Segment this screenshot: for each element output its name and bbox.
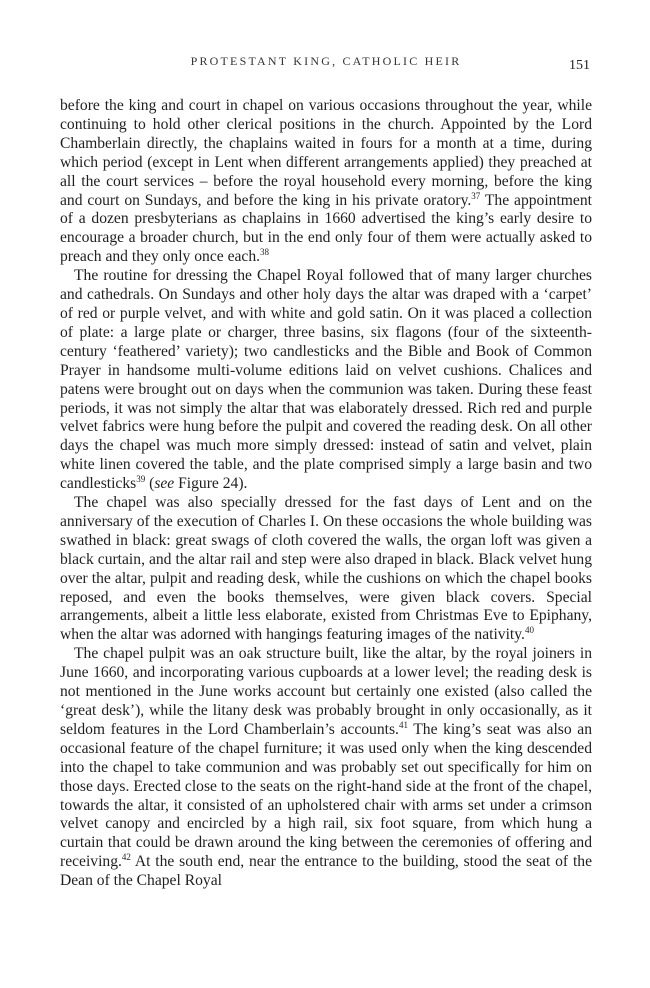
paragraph bbox=[60, 267, 592, 494]
footnote-ref: 38 bbox=[260, 247, 270, 258]
text-run: before the king and court in chapel on various occasions throughout the year, while continuing to hold other clerical positions in the church. Appointed by the Lord Chamberlain directly, the chaplains waited in fours for a month at a time, during which period (except in Lent when different arrangements applied) they preached at all the court services – before the royal household every morning, before the king and court on Sundays, and before the king in his private oratory. bbox=[60, 97, 592, 209]
footnote-ref: 40 bbox=[524, 625, 534, 636]
text-run: The chapel pulpit was an oak structure built, like the altar, by the royal joiners in June 1660, and incorporating various cupboards at a lower level; the reading desk is not mentioned in the June works account but certainly one existed (also called the ‘great desk’), while the litany desk was probably brought in only occasionally, as it seldom features in the Lord Chamberlain’s accounts. bbox=[60, 645, 592, 738]
text-run: The appointment of a dozen presbyterians as chaplains in 1660 advertised the king’s early desire to encourage a broader church, but in the end only four of them were actually asked to preach and they only once each. bbox=[60, 191, 592, 266]
footnote-ref: 42 bbox=[121, 852, 131, 863]
page-number: 151 bbox=[569, 58, 590, 73]
text-run: The chapel was also specially dressed for the fast days of Lent and on the anniversary of the execution of Charles I. On these occasions the whole building was swathed in black: great swags of cloth covered the walls, the organ loft was given a black curtain, and the altar rail and step were also draped in black. Black velvet hung over the altar, pulpit and reading desk, while the cushions on which the chapel books reposed, and even the books themselves, were given black covers. Special arrangements, albeit a little less elaborate, existed from Christmas Eve to Epiphany, when the altar was adorned with hangings featuring images of the nativity. bbox=[60, 494, 592, 644]
paragraph bbox=[60, 494, 592, 645]
body-text bbox=[60, 97, 592, 891]
running-head: PROTESTANT KING, CATHOLIC HEIR bbox=[190, 54, 462, 68]
paragraph bbox=[60, 97, 592, 267]
footnote-ref: 41 bbox=[398, 719, 408, 730]
italic-text: see bbox=[154, 475, 175, 493]
text-run: At the south end, near the entrance to the building, stood the seat of the Dean of the Chapel Royal bbox=[60, 853, 592, 890]
footnote-ref: 37 bbox=[471, 190, 481, 201]
text-run: The routine for dressing the Chapel Royal followed that of many larger churches and cathedrals. On Sundays and other holy days the altar was draped with a ‘carpet’ of red or purple velvet, and with white and gold satin. On it was placed a collection of plate: a large plate or charger, three basins, six flagons (four of the sixteenth-century ‘feathered’ variety); two candlesticks and the Bible and Book of Common Prayer in handsome multi-volume editions laid on velvet cushions. Chalices and patens were brought out on days when the communion was taken. During these feast periods, it was not simply the altar that was elaborately dressed. Rich red and purple velvet fabrics were hung before the pulpit and covered the reading desk. On all other days the chapel was much more simply dressed: instead of satin and velvet, plain white linen covered the table, and the plate comprised simply a large basin and two candlesticks bbox=[60, 267, 592, 493]
text-run: The king’s seat was also an occasional feature of the chapel furniture; it was used only when the king descended into the chapel to take communion and was probably set out specifically for him on those days. Erected close to the seats on the right-hand side at the front of the chapel, towards the altar, it consisted of an upholstered chair with arms set under a crimson velvet canopy and encircled by a high rail, six foot square, from which hung a curtain that could be drawn around the king between the ceremonies of offering and receiving. bbox=[60, 720, 593, 871]
footnote-ref: 39 bbox=[136, 474, 146, 485]
text-run: Figure 24). bbox=[174, 475, 248, 493]
paragraph bbox=[60, 645, 592, 891]
text-run: ( bbox=[145, 475, 155, 493]
